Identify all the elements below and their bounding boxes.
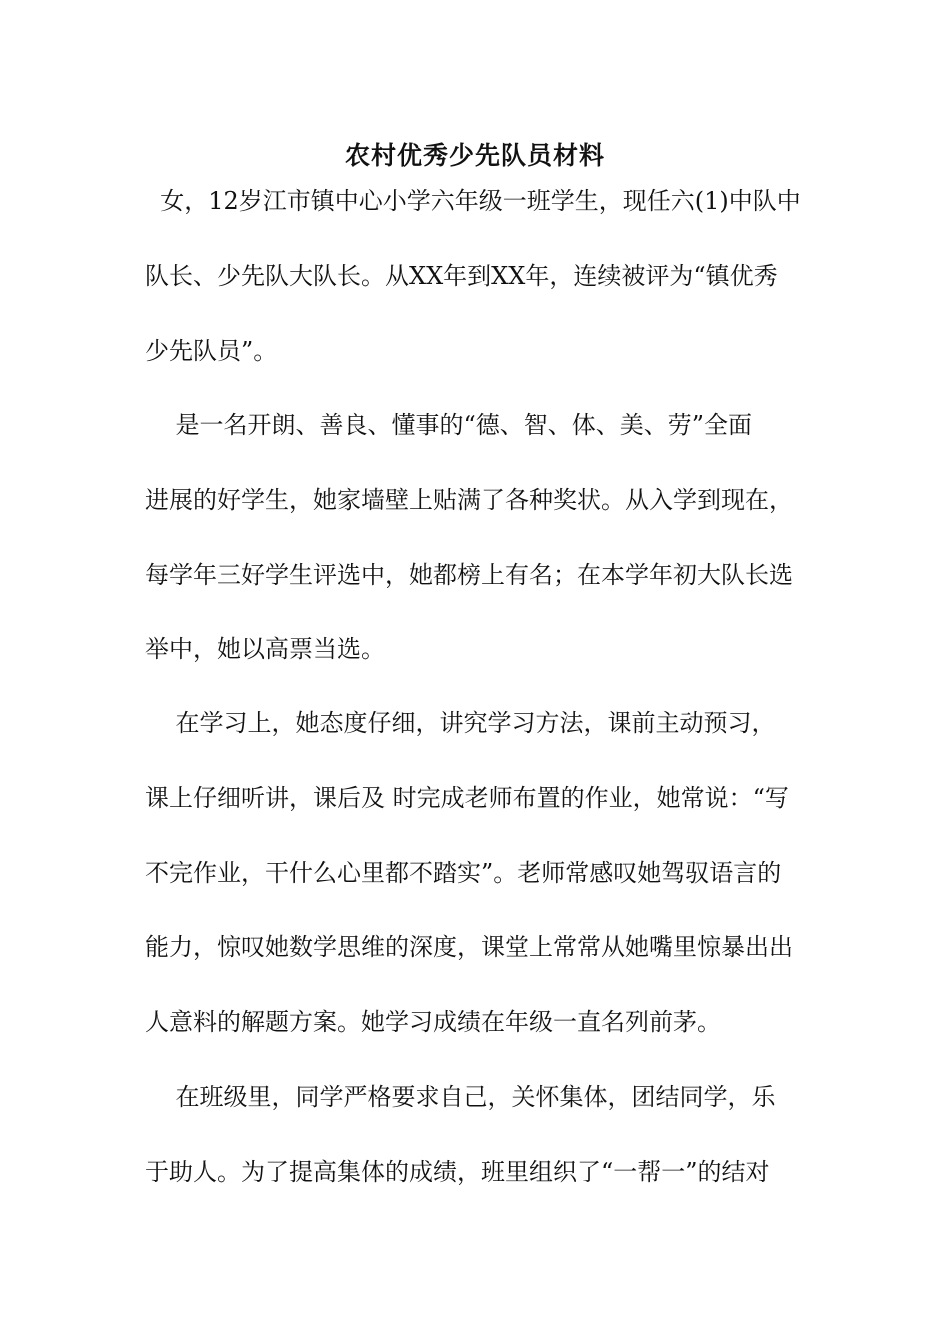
paragraph-line: 女，12岁江市镇中心小学六年级一班学生，现任六(1)中队中 — [145, 187, 801, 215]
paragraph-line: 是一名开朗、善良、懂事的“德、智、体、美、劳”全面 — [145, 411, 753, 439]
paragraph-line: 不完作业，干什么心里都不踏实”。老师常感叹她驾驭语言的 — [145, 859, 782, 887]
paragraph-line: 课上仔细听讲，课后及 时完成老师布置的作业，她常说：“写 — [145, 784, 789, 812]
paragraph-line: 在学习上，她态度仔细，讲究学习方法，课前主动预习， — [145, 709, 776, 737]
paragraph-line: 队长、少先队大队长。从XX年到XX年，连续被评为“镇优秀 — [145, 262, 778, 290]
paragraph-line: 在班级里，同学严格要求自己，关怀集体，团结同学，乐 — [145, 1083, 776, 1111]
paragraph-line: 少先队员”。 — [145, 337, 278, 365]
paragraph-line: 举中，她以高票当选。 — [145, 635, 385, 663]
paragraph-line: 人意料的解题方案。她学习成绩在年级一直名列前茅。 — [145, 1008, 721, 1036]
paragraph-line: 进展的好学生，她家墙壁上贴满了各种奖状。从入学到现在， — [145, 486, 793, 514]
document-title: 农村优秀少先队员材料 — [344, 141, 605, 170]
paragraph-line: 每学年三好学生评选中，她都榜上有名；在本学年初大队长选 — [145, 561, 793, 589]
paragraph-line: 于助人。为了提高集体的成绩，班里组织了“一帮一”的结对 — [145, 1158, 770, 1186]
paragraph-line: 能力，惊叹她数学思维的深度，课堂上常常从她嘴里惊暴出出 — [145, 933, 793, 961]
